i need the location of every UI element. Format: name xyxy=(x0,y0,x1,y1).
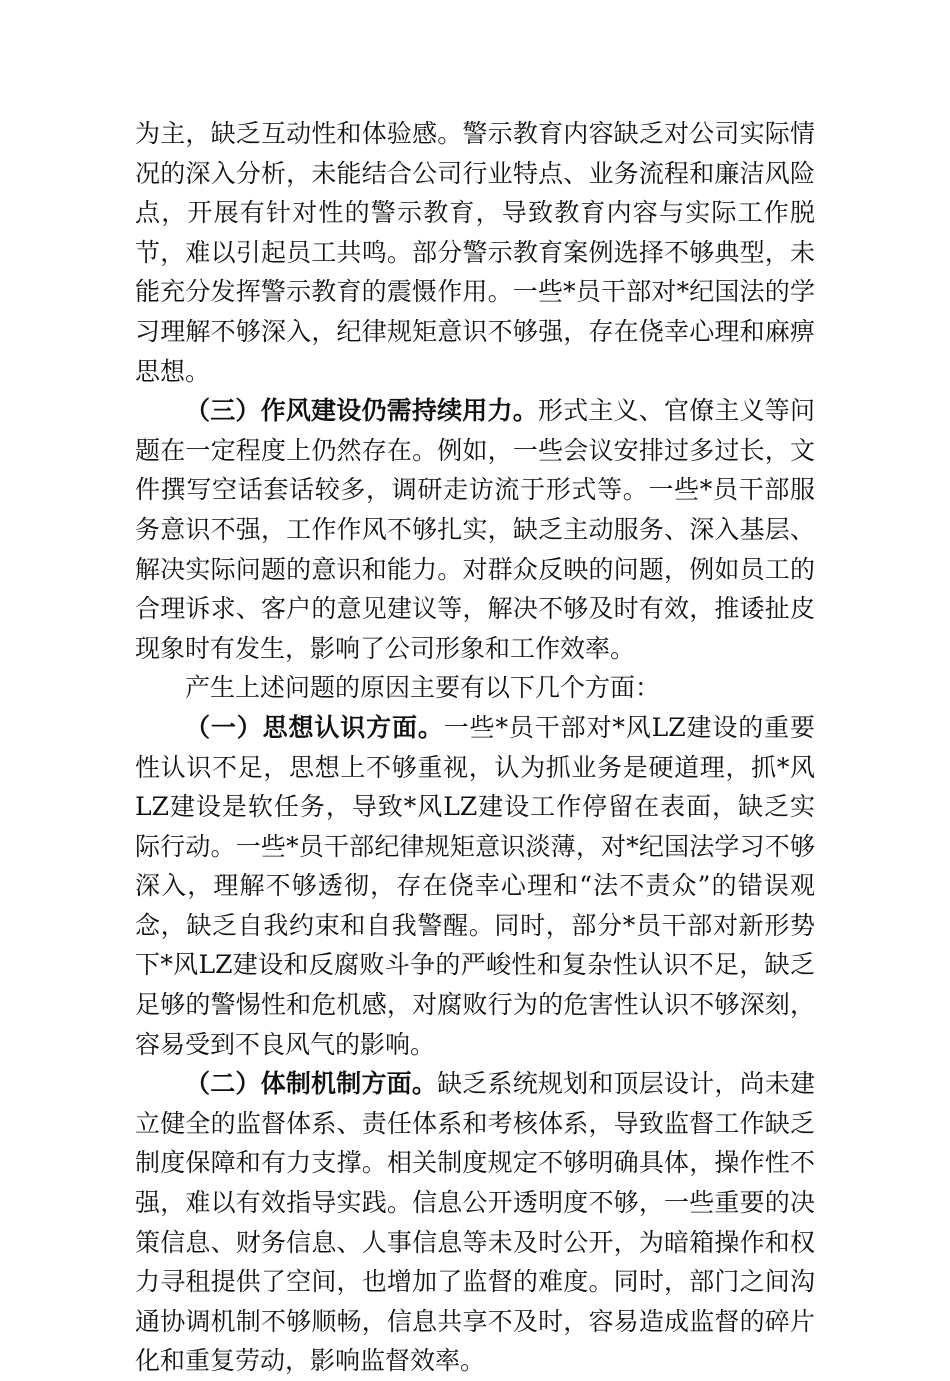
paragraph-institutions xyxy=(135,1064,815,1381)
paragraph-continuation xyxy=(135,114,815,391)
paragraph-text: 产生上述问题的原因主要有以下几个方面： xyxy=(185,673,661,703)
paragraph-ideology xyxy=(135,708,815,1064)
paragraph-text: 一些*员干部对*风LZ建设的重要性认识不足，思想上不够重视，认为抓业务是硬道理，抓*风LZ建设是软任务，导致*风LZ建设工作停留在表面，缺乏实际行动。一些*员干部纪律规矩意识淡薄，对*纪国法学习不够深入，理解不够透彻，存在侥幸心理和“法不责众”的错误观念，缺乏自我约束和自我警醒。同时，部分*员干部对新形势下*风LZ建设和反腐败斗争的严峻性和复杂性认识不足，缺乏足够的警惕性和危机感，对腐败行为的危害性认识不够深刻，容易受到不良风气的影响。 xyxy=(135,712,815,1059)
paragraph-work-style xyxy=(135,391,815,668)
paragraph-causes-intro xyxy=(135,668,815,708)
document-page xyxy=(135,114,815,1381)
paragraph-text: 形式主义、官僚主义等问题在一定程度上仍然存在。例如，一些会议安排过多过长，文件撰写空话套话较多，调研走访流于形式等。一些*员干部服务意识不强，工作作风不够扎实，缺乏主动服务、深入基层、解决实际问题的意识和能力。对群众反映的问题，例如员工的合理诉求、客户的意见建议等，解决不够及时有效，推诿扯皮现象时有发生，影响了公司形象和工作效率。 xyxy=(135,396,815,663)
paragraph-text: 为主，缺乏互动性和体验感。警示教育内容缺乏对公司实际情况的深入分析，未能结合公司行业特点、业务流程和廉洁风险点，开展有针对性的警示教育，导致教育内容与实际工作脱节，难以引起员工共鸣。部分警示教育案例选择不够典型，未能充分发挥警示教育的震慑作用。一些*员干部对*纪国法的学习理解不够深入，纪律规矩意识不够强，存在侥幸心理和麻痹思想。 xyxy=(135,119,815,386)
section-heading: （三）作风建设仍需持续用力。 xyxy=(185,396,538,426)
paragraph-text: 缺乏系统规划和顶层设计，尚未建立健全的监督体系、责任体系和考核体系，导致监督工作缺乏制度保障和有力支撑。相关制度规定不够明确具体，操作性不强，难以有效指导实践。信息公开透明度不够，一些重要的决策信息、财务信息、人事信息等未及时公开，为暗箱操作和权力寻租提供了空间，也增加了监督的难度。同时，部门之间沟通协调机制不够顺畅，信息共享不及时，容易造成监督的碎片化和重复劳动，影响监督效率。 xyxy=(135,1069,815,1376)
section-heading: （一）思想认识方面。 xyxy=(185,712,444,742)
section-heading: （二）体制机制方面。 xyxy=(185,1069,438,1099)
